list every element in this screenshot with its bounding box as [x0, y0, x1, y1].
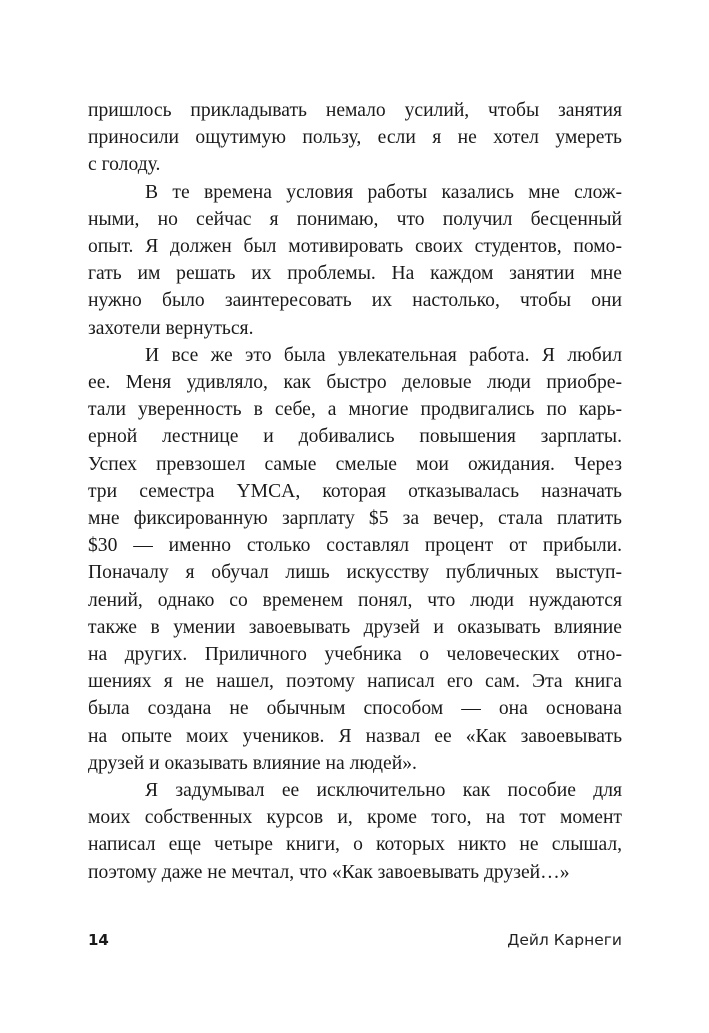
text-line: нужно было заинтересовать их настолько, чтобы они — [88, 290, 622, 312]
text-line: захотели вернуться. — [88, 317, 254, 339]
text-line: опыт. Я должен был мотивировать своих студентов, помо- — [88, 236, 622, 258]
text-line: Я задумывал ее исключительно как пособие для — [145, 780, 622, 802]
text-line: друзей и оказывать влияние на людей». — [88, 752, 417, 774]
text-line: гать им решать их проблемы. На каждом занятии мне — [88, 263, 622, 285]
text-line: поэтому даже не мечтал, что «Как завоевывать друзей…» — [88, 861, 570, 883]
text-line: ными, но сейчас я понимаю, что получил бесценный — [88, 208, 622, 230]
text-line: ерной лестнице и добивались повышения зарплаты. — [88, 426, 622, 448]
text-line: Поначалу я обучал лишь искусству публичных выступ- — [88, 562, 622, 584]
text-line: с голоду. — [88, 154, 161, 176]
text-line: написал еще четыре книги, о которых никто не слышал, — [88, 834, 622, 856]
running-head-author: Дейл Карнеги — [507, 931, 622, 949]
text-line: приносили ощутимую пользу, если я не хотел умереть — [88, 127, 622, 149]
text-line: тали уверенность в себе, а многие продвигались по карь- — [88, 399, 622, 421]
text-line: на других. Приличного учебника о человеческих отно- — [88, 644, 622, 666]
text-line: В те времена условия работы казались мне слож- — [145, 181, 622, 203]
text-line: И все же это была увлекательная работа. Я любил — [145, 344, 622, 366]
text-line: ее. Меня удивляло, как быстро деловые люди приобре- — [88, 372, 622, 394]
body-text — [88, 97, 622, 886]
text-line: была создана не обычным способом — она основана — [88, 698, 622, 720]
text-line: мне фиксированную зарплату $5 за вечер, стала платить — [88, 508, 622, 530]
text-line: Успех превзошел самые смелые мои ожидания. Через — [88, 453, 622, 475]
text-line: пришлось прикладывать немало усилий, чтобы занятия — [88, 100, 622, 121]
page-footer — [88, 931, 622, 955]
text-line: также в умении завоевывать друзей и оказывать влияние — [88, 616, 622, 638]
text-line: на опыте моих учеников. Я назвал ее «Как завоевывать — [88, 725, 622, 747]
text-line: шениях я не нашел, поэтому написал его сам. Эта книга — [88, 671, 622, 693]
page-number: 14 — [88, 931, 109, 949]
text-line: моих собственных курсов и, кроме того, на тот момент — [88, 807, 622, 829]
text-line: $30 — именно столько составлял процент от прибыли. — [88, 535, 622, 557]
text-line: лений, однако со временем понял, что люди нуждаются — [88, 589, 622, 611]
text-line: три семестра YMCA, которая отказывалась назначать — [88, 480, 622, 502]
